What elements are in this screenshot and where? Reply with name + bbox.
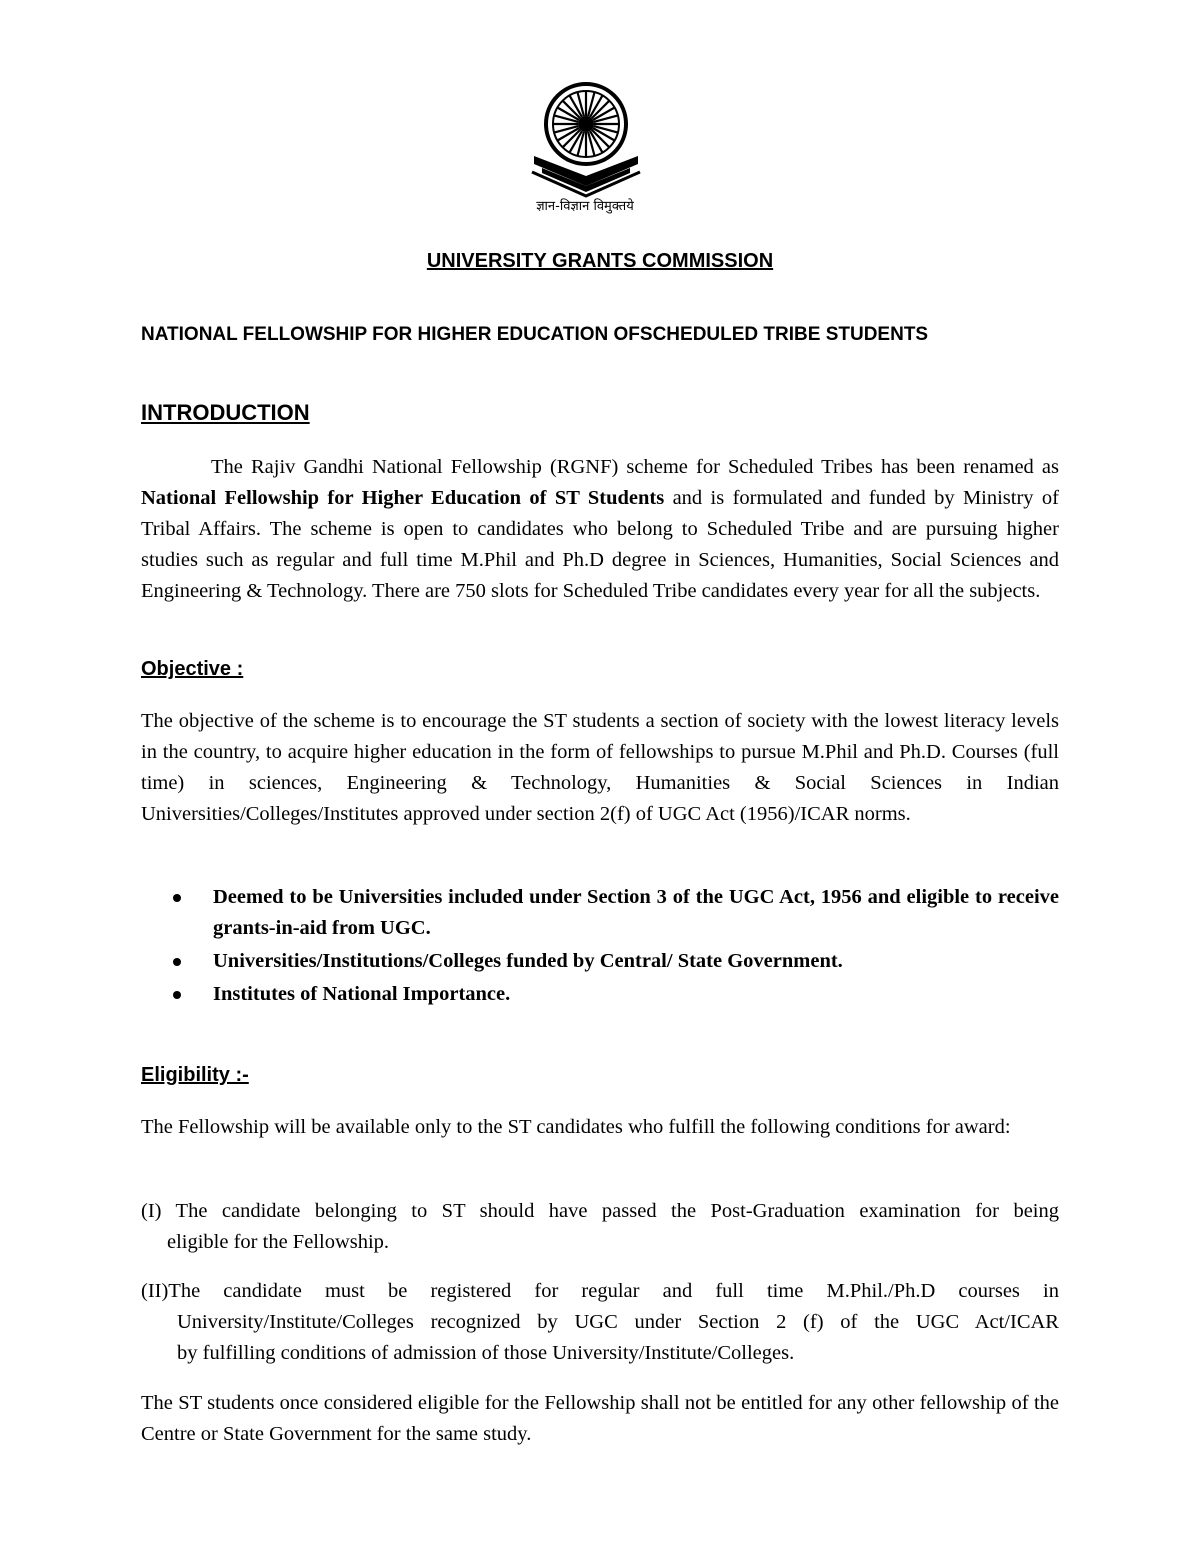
condition-1-line2: eligible for the Fellowship. [167, 1231, 390, 1253]
objective-heading: Objective : [141, 658, 244, 680]
bullet-icon [173, 958, 181, 966]
condition-2-line2: University/Institute/Colleges recognized by UGC under Section 2 (f) of the UGC Act/ICAR [177, 1311, 1059, 1333]
condition-2-line1: (II)The candidate must be registered for regular and full time M.Phil./Ph.D courses in [141, 1280, 1059, 1302]
intro-text-part2: and is formulated and funded by Ministry of Tribal Affairs. The scheme is open to candidates who belong to Scheduled Tribe and are pursuing higher studies such as regular and full time M.Phil and Ph.D degree in Sciences, Humanities, Social Sciences and Engineering & Technology. There are 750 slots for Scheduled Tribe candidates every year for all the subjects. [141, 487, 1059, 602]
institution-bullet-list [141, 882, 1059, 1012]
list-item [141, 882, 1059, 944]
emblem-motto: ज्ञान-विज्ञान विमुक्तये [536, 199, 634, 214]
eligibility-intro: The Fellowship will be available only to the ST candidates who fulfill the following conditions for award: [141, 1116, 1011, 1138]
intro-text-bold: National Fellowship for Higher Education of ST Students [141, 487, 665, 509]
introduction-heading: INTRODUCTION [141, 400, 310, 425]
bullet-icon [173, 894, 181, 902]
intro-text-part1: The Rajiv Gandhi National Fellowship (RGNF) scheme for Scheduled Tribes has been renamed as [211, 456, 1059, 478]
bullet-text: Universities/Institutions/Colleges funded by Central/ State Government. [213, 950, 843, 972]
eligibility-heading: Eligibility :- [141, 1064, 249, 1086]
objective-paragraph: The objective of the scheme is to encourage the ST students a section of society with the lowest literacy levels in the country, to acquire higher education in the form of fellowships to pursue M.Phil and Ph.D. Courses (full time) in sciences, Engineering & Technology, Humanities & Social Sciences in Indian Universities/Colleges/Institutes approved under section 2(f) of UGC Act (1956)/ICAR norms. [141, 710, 1059, 825]
eligibility-closing: The ST students once considered eligible for the Fellowship shall not be entitled for any other fellowship of the Centre or State Government for the same study. [141, 1392, 1059, 1445]
scheme-title: NATIONAL FELLOWSHIP FOR HIGHER EDUCATION OFSCHEDULED TRIBE STUDENTS [141, 324, 929, 345]
condition-1-line1: (I) The candidate belonging to ST should have passed the Post-Graduation examination for being [141, 1200, 1059, 1222]
condition-2-line3: by fulfilling conditions of admission of those University/Institute/Colleges. [177, 1342, 795, 1364]
condition-1 [141, 1196, 1059, 1258]
bullet-text: Deemed to be Universities included under Section 3 of the UGC Act, 1956 and eligible to receive grants-in-aid from UGC. [213, 886, 1059, 939]
list-item [141, 979, 1059, 1010]
organization-title: UNIVERSITY GRANTS COMMISSION [426, 250, 774, 272]
bullet-text: Institutes of National Importance. [213, 983, 511, 1005]
list-item [141, 946, 1059, 977]
condition-2 [141, 1276, 1059, 1369]
bullet-icon [173, 991, 181, 999]
introduction-paragraph [141, 452, 1059, 607]
